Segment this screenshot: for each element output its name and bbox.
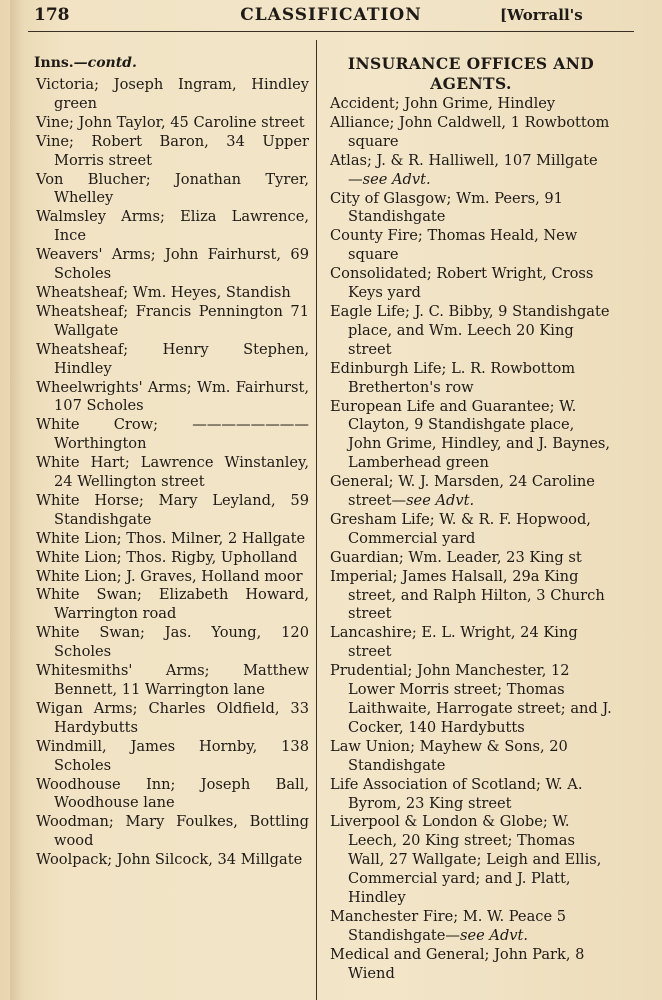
insurance-entry-text: Medical and General; John Park, 8 Wiend — [330, 945, 585, 982]
section-heading-contd: —contd. — [73, 55, 137, 71]
see-advertisement-note: see Advt. — [460, 926, 529, 944]
insurance-entry-text: County Fire; Thomas Heald, New square — [330, 227, 578, 264]
insurance-entry — [330, 738, 612, 776]
inn-entry: Wheatsheaf; Francis Pennington 71 Wallgate — [36, 302, 309, 339]
inn-entry: White Hart; Lawrence Winstanley, 24 Wellington street — [36, 454, 309, 491]
see-advertisement-note: see Advt. — [406, 492, 475, 510]
inn-entry: Wheatsheaf; Wm. Heyes, Standish — [36, 283, 291, 301]
header-rule — [28, 31, 634, 32]
inn-entry: Vine; Robert Baron, 34 Upper Morris street — [36, 132, 309, 169]
inn-entry: Walmsley Arms; Eliza Lawrence, Ince — [36, 208, 309, 245]
left-column — [32, 54, 309, 870]
inn-entry: White Lion; Thos. Rigby, Upholland — [36, 548, 298, 566]
inn-entry: Woolpack; John Silcock, 34 Millgate — [36, 851, 303, 869]
insurance-entry-text: Gresham Life; W. & R. F. Hopwood, Commercial yard — [330, 510, 591, 547]
insurance-entry-text: Imperial; James Halsall, 29a King street, and Ralph Hilton, 3 Church street — [330, 567, 605, 623]
inn-entry: White Horse; Mary Leyland, 59 Standishgate — [36, 491, 309, 528]
inn-entry: Vine; John Taylor, 45 Caroline street — [36, 113, 305, 131]
insurance-entry — [330, 662, 612, 738]
insurance-entry-text: Life Association of Scotland; W. A. Byrom, 23 King street — [330, 775, 583, 812]
insurance-entry-text: Alliance; John Caldwell, 1 Rowbottom square — [330, 113, 610, 150]
inn-entry: Von Blucher; Jonathan Tyrer, Whelley — [36, 170, 309, 207]
insurance-entry-text: Guardian; Wm. Leader, 23 King st — [330, 548, 582, 566]
insurance-entry — [330, 303, 612, 360]
page-number: 178 — [34, 5, 70, 25]
inn-entry: White Swan; Jas. Young, 120 Scholes — [36, 624, 309, 661]
insurance-entry — [330, 95, 612, 114]
insurance-entry — [330, 549, 612, 568]
insurance-entry — [330, 227, 612, 265]
inn-entry: White Swan; Elizabeth Howard, Warrington road — [36, 586, 309, 623]
insurance-entry — [330, 624, 612, 662]
page-binding-shadow — [10, 0, 24, 1000]
inn-entry: White Crow; ———————— Worthington — [36, 416, 309, 453]
inn-entry: White Lion; J. Graves, Holland moor — [36, 567, 303, 585]
inn-entry: Woodman; Mary Foulkes, Bottling wood — [36, 813, 309, 850]
insurance-entry-text: Prudential; John Manchester, 12 Lower Morris street; Thomas Laithwaite, Harrogate street; and J. Cocker, 140 Hardybutts — [330, 662, 612, 736]
running-title: CLASSIFICATION — [240, 5, 422, 25]
insurance-entry — [330, 946, 612, 984]
inn-entry: Wheatsheaf; Henry Stephen, Hindley — [36, 340, 309, 377]
insurance-entry — [330, 908, 612, 946]
insurance-entry-text: Law Union; Mayhew & Sons, 20 Standishgate — [330, 737, 568, 774]
section-heading-inns — [34, 54, 309, 73]
inn-entry: Whitesmiths' Arms; Matthew Bennett, 11 Warrington lane — [36, 662, 309, 698]
inn-entry: Wheelwrights' Arms; Wm. Fairhurst, 107 Scholes — [36, 378, 309, 415]
column-divider — [316, 40, 317, 1000]
insurance-entry-text: Consolidated; Robert Wright, Cross Keys yard — [330, 265, 594, 302]
insurance-entry-text: City of Glasgow; Wm. Peers, 91 Standishgate — [330, 189, 563, 226]
insurance-entry-text: Liverpool & London & Globe; W. Leech, 20 King street; Thomas Wall, 27 Wallgate; Leigh and Ellis, Commercial yard; and J. Platt, Hindley — [330, 813, 602, 907]
running-mark: [Worrall's — [500, 6, 583, 24]
insurance-entry-text: Manchester Fire; M. W. Peace 5 Standishgate— — [330, 907, 566, 944]
insurance-entry — [330, 568, 612, 625]
insurance-entry — [330, 398, 612, 474]
inn-list — [32, 76, 309, 870]
insurance-entry — [330, 190, 612, 228]
insurance-entry-text: General; W. J. Marsden, 24 Caroline street— — [330, 473, 595, 510]
insurance-entry — [330, 473, 612, 511]
section-title-insurance: INSURANCE OFFICES AND AGENTS. — [347, 54, 595, 93]
insurance-entry-text: Eagle Life; J. C. Bibby, 9 Standishgate place, and Wm. Leech 20 King street — [330, 302, 610, 358]
insurance-list — [330, 95, 612, 984]
insurance-entry-text: Lancashire; E. L. Wright, 24 King street — [330, 624, 578, 661]
insurance-entry — [330, 265, 612, 303]
inn-entry: Woodhouse Inn; Joseph Ball, Woodhouse lane — [36, 775, 309, 812]
inn-entry: Windmill, James Hornby, 138 Scholes — [36, 737, 309, 774]
see-advertisement-note: see Advt. — [362, 170, 431, 188]
inn-entry: White Lion; Thos. Milner, 2 Hallgate — [36, 529, 306, 547]
right-column — [330, 54, 612, 984]
insurance-entry-text: Accident; John Grime, Hindley — [330, 95, 556, 112]
page-header — [0, 0, 662, 34]
insurance-entry — [330, 114, 612, 152]
inn-entry: Victoria; Joseph Ingram, Hindley green — [36, 76, 309, 112]
insurance-entry-text: Edinburgh Life; L. R. Rowbottom Bretherton's row — [330, 359, 576, 396]
inn-entry: Wigan Arms; Charles Oldfield, 33 Hardybutts — [36, 699, 309, 736]
insurance-entry — [330, 360, 612, 398]
insurance-entry — [330, 776, 612, 814]
insurance-entry — [330, 511, 612, 549]
insurance-entry — [330, 813, 612, 908]
insurance-entry-text: European Life and Guarantee; W. Clayton, 9 Standishgate place, John Grime, Hindley, and J. Baynes, Lamberhead green — [330, 397, 611, 472]
section-heading-label: Inns. — [34, 55, 74, 71]
insurance-entry-text: Atlas; J. & R. Halliwell, 107 Millgate— — [330, 151, 598, 188]
insurance-entry — [330, 152, 612, 190]
inn-entry: Weavers' Arms; John Fairhurst, 69 Scholes — [36, 246, 309, 283]
